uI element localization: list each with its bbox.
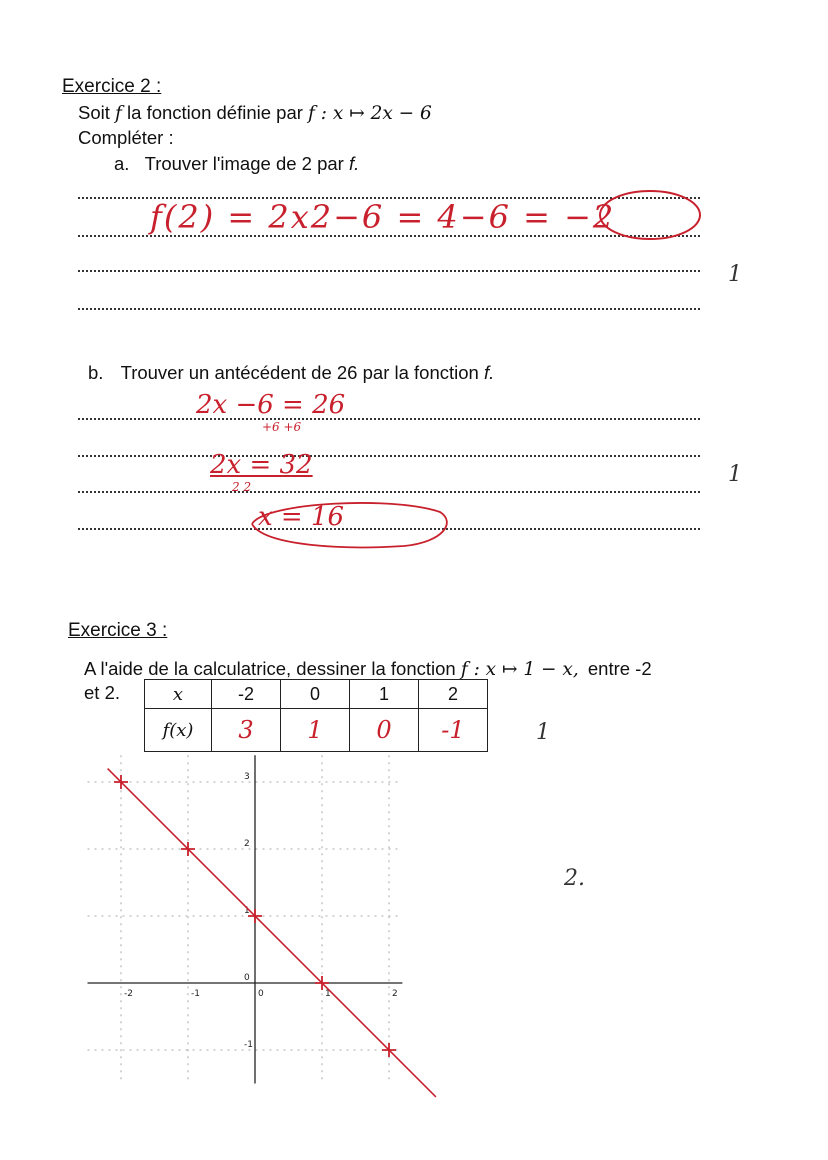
table-cell: -1 [419,709,488,752]
ex3-heading: Exercice 3 : [68,620,168,641]
ex2-qb-score: 1 [728,462,742,487]
ex2-qb-label: b. [88,362,104,383]
ex2-qa-score: 1 [728,262,742,287]
ex2-qb-line1-notes: +6 +6 [262,420,302,434]
x-tick-label: 0 [258,989,264,999]
ex2-qa-label: a. [114,153,130,174]
table-header-cell: x [145,680,212,709]
function-line [108,769,436,1097]
y-tick-label: -1 [244,1040,253,1050]
ex2-intro-formula: f : x ↦ 2x − 6 [308,103,432,124]
ex2-instruction: Compléter : [78,127,174,148]
ex2-qb-line1: 2x −6 = 26 [196,390,346,420]
ex3-instruction-text: A l'aide de la calculatrice, dessiner la fonction [84,658,456,679]
table-cell: -2 [212,680,281,709]
table-header-cell: f(x) [145,709,212,752]
y-tick-label: 2 [244,839,250,849]
y-tick-label: 1 [244,906,250,916]
ex2-qa-text: Trouver l'image de 2 par [144,153,344,174]
ex2-intro-middle: la fonction définie par [127,102,303,123]
table-cell: 2 [419,680,488,709]
ex2-intro-f: f [115,103,122,124]
table-cell: 1 [350,680,419,709]
ex2-intro-prefix: Soit [78,102,110,123]
table-cell: 1 [281,709,350,752]
ex3-range-text: entre -2 [587,658,652,679]
ex2-heading: Exercice 2 : [62,76,162,97]
table-cell: 0 [350,709,419,752]
ex2-qb-f: f. [483,362,495,383]
table-cell: 0 [281,680,350,709]
x-tick-label: 1 [325,989,331,999]
ex3-formula: f : x ↦ 1 − x, [460,659,579,680]
ex2-qa-answer: f(2) = 2x2−6 = 4−6 = −2 [150,198,616,236]
ex2-qb-line2: 2x = 32 [210,450,313,480]
ex2-qb-text: Trouver un antécédent de 26 par la fonction [120,362,479,383]
ex2-qa-f: f. [348,153,360,174]
table-cell: 3 [212,709,281,752]
x-tick-label: -2 [124,989,133,999]
ex2-qb-line2-notes: 2 2 [232,480,252,494]
ex2-qb-line3: x = 16 [258,502,345,532]
y-tick-label: 3 [244,772,250,782]
x-tick-label: 2 [392,989,398,999]
x-tick-label: -1 [191,989,200,999]
ex3-table-score: 1 [536,720,550,745]
y-tick-label: 0 [244,973,250,983]
ex3-range-end: et 2. [84,682,120,703]
ex3-graph-score: 2. [564,866,585,891]
